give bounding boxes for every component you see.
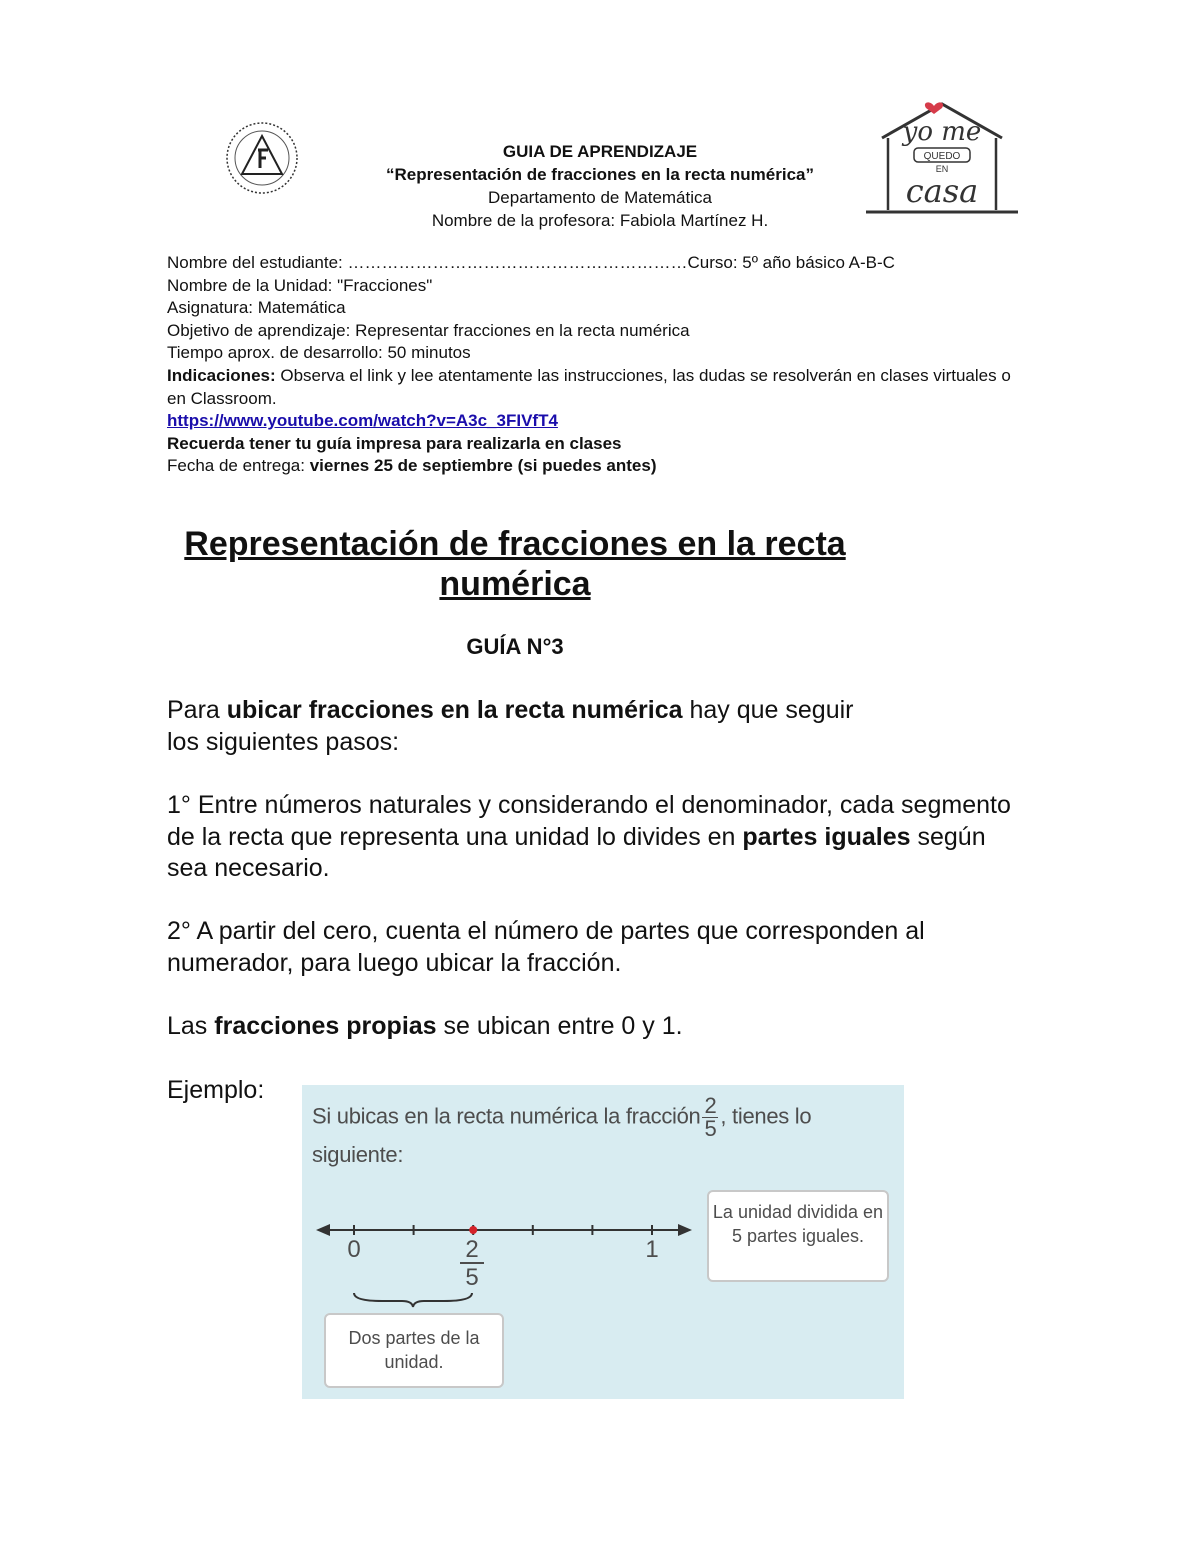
example-label: Ejemplo: (167, 1076, 265, 1104)
tick-label-one: 1 (645, 1236, 659, 1263)
youtube-link[interactable]: https://www.youtube.com/watch?v=A3c_3FIVfT4 (167, 411, 558, 431)
intro-text-a: Para (167, 696, 227, 724)
reminder-line: Recuerda tener tu guía impresa para realizarla en clases (167, 433, 622, 453)
intro-text-c: hay que seguir los siguientes pasos: (167, 696, 854, 756)
due-date-value: viernes 25 de septiembre (si puedes antes) (309, 456, 657, 476)
proper-fractions-paragraph (167, 1011, 1027, 1043)
student-name-line: Nombre del estudiante: ……………………………………………………Curso: 5º año básico A-B-C (167, 253, 895, 272)
teacher-name: Nombre de la profesora: Fabiola Martínez H. (431, 211, 769, 230)
number-line-right-arrow (678, 1224, 692, 1236)
fraction-point-marker (469, 1226, 477, 1234)
example-statement-a: Si ubicas en la recta numérica la fracción (312, 1103, 701, 1129)
proper-text-a: Las (167, 1012, 215, 1040)
proper-text-c: se ubican entre 0 y 1. (436, 1012, 683, 1040)
logo-text-casa: casa (905, 172, 979, 210)
due-date-line (167, 455, 1027, 478)
page-title: Representación de fracciones en la recta numérica (184, 525, 846, 603)
indications-line (167, 365, 1027, 410)
intro-text-bold: ubicar fracciones en la recta numérica (226, 696, 683, 724)
example-fraction-numerator: 2 (704, 1093, 717, 1118)
brace-two-parts (354, 1293, 472, 1307)
step-two-paragraph: 2° A partir del cero, cuenta el número de partes que corresponden al numerador, para luego ubicar la fracción. (167, 917, 925, 977)
example-statement-b: , tienes lo siguiente: (312, 1103, 812, 1167)
point-label-numerator: 2 (465, 1236, 479, 1263)
indications-label: Indicaciones: (167, 365, 276, 385)
number-line-left-arrow (316, 1224, 330, 1236)
example-fraction-denominator: 5 (704, 1116, 717, 1141)
logo-text-en: EN (935, 164, 949, 174)
subject-line: Asignatura: Matemática (167, 298, 346, 318)
unit-name-line: Nombre de la Unidad: "Fracciones" (167, 275, 433, 295)
objective-line: Objetivo de aprendizaje: Representar fracciones en la recta numérica (167, 320, 690, 340)
stay-home-logo-icon (862, 98, 1022, 218)
step-one-text-a: 1° Entre números naturales y considerando el denominador, cada segmento de la recta que representa una unidad lo divides en (167, 791, 1011, 851)
example-figure (302, 1085, 904, 1399)
guide-header-title: GUIA DE APRENDIZAJE (502, 142, 698, 161)
tick-label-zero: 0 (347, 1236, 361, 1263)
point-label-denominator: 5 (465, 1264, 479, 1291)
step-one-text-c: según sea necesario. (167, 822, 986, 882)
logo-text-yo-me: yo me (902, 117, 982, 147)
time-line: Tiempo aprox. de desarrollo: 50 minutos (167, 343, 471, 363)
due-date-label: Fecha de entrega: (167, 456, 310, 476)
guide-header-subtitle: “Representación de fracciones en la recta numérica” (385, 165, 814, 184)
indications-text: Observa el link y lee atentamente las instrucciones, las dudas se resolverán en clases virtuales o en Classroom. (167, 365, 1011, 408)
guide-number: GUÍA N°3 (466, 634, 564, 659)
step-one-text-bold: partes iguales (742, 822, 911, 851)
logo-text-quedo: QUEDO (923, 151, 961, 162)
callout-unit-divided: La unidad dividida en 5 partes iguales. (707, 1190, 889, 1282)
intro-paragraph (167, 695, 867, 758)
guide-info-block (167, 252, 1027, 478)
school-seal-icon (224, 120, 300, 196)
proper-text-bold: fracciones propias (214, 1012, 437, 1040)
callout-two-parts: Dos partes de la unidad. (324, 1313, 504, 1388)
step-one-paragraph (167, 790, 1027, 885)
department-name: Departamento de Matemática (488, 188, 712, 207)
